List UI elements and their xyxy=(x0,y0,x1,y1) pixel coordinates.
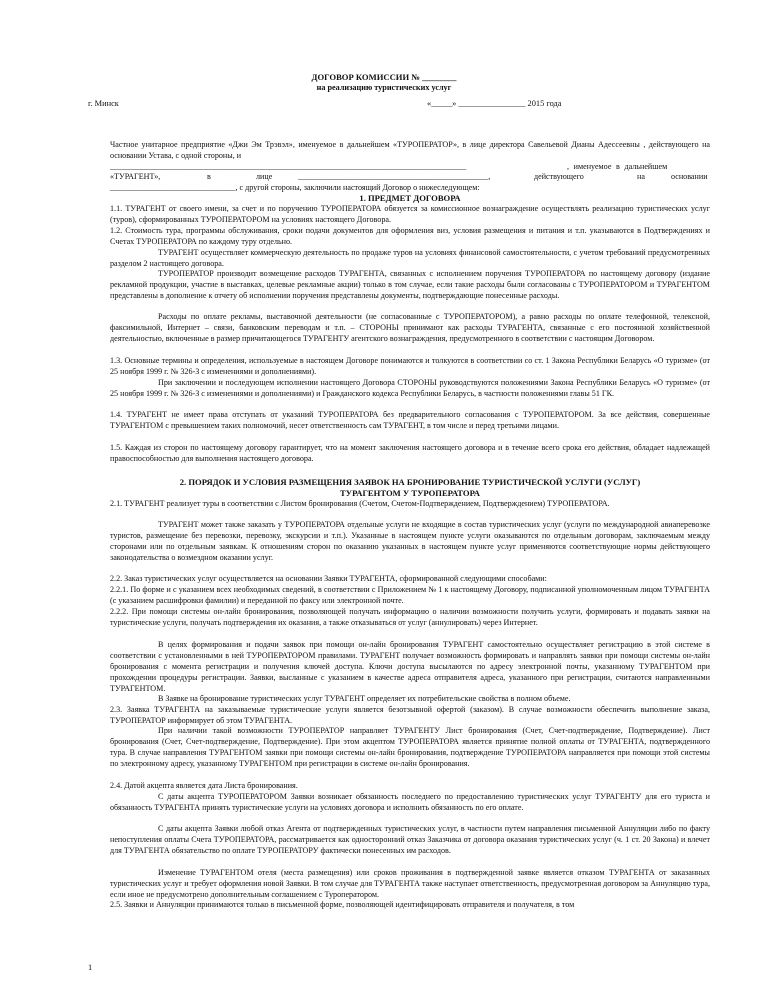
preamble-word: в xyxy=(207,172,211,181)
clause-1-3: 1.3. Основные термины и определения, используемые в настоящем Договоре понимаются и толкуются в соответствии со ст. 1 Закона Республики Беларусь «О туризме» (от 25 ноября 1999 г. № 326-З с изменениями и дополнениями). xyxy=(110,356,710,376)
clause-1-4: 1.4. ТУРАГЕНТ не имеет права отступать от указаний ТУРОПЕРАТОРА без предварительного согласования с ТУРОПЕРАТОРОМ. За все действия, совершенные ТУРАГЕНТОМ с превышением таких полномочий, несет ответственность сам ТУРАГЕНТ, в том числе и перед третьими лицами. xyxy=(110,410,710,430)
clause-2-2: 2.2. Заказ туристических услуг осуществляется на основании Заявки ТУРАГЕНТА, сформированной следующими способами: xyxy=(110,574,547,583)
page-number: 1 xyxy=(88,963,93,972)
preamble-blank-3: _______________________________, с другой стороны, заключили настоящий Договор о нижеследующем: xyxy=(110,183,480,192)
clause-1-2: 1.2. Стоимость тура, программы обслуживания, сроки подачи документов для оформления виз, условия размещения и питания и т.п. указываются в Подтверждениях и Счетах ТУРОПЕРАТОРА по каждому туру отдельно. xyxy=(110,226,710,246)
clause-2-4-c: Изменение ТУРАГЕНТОМ отеля (места размещения) или сроков проживания в подтвержденной заявке является отказом ТУРАГЕНТА от заказанных туристических услуг и требует оформления новой Заявки. В том случае для ТУРАГЕНТА также наступает ответственность, предусмотренная договором за Аннуляцию тура, если иное не предусмотрено дополнительным соглашением с Туроператором. xyxy=(110,868,710,899)
clause-1-2-c: Расходы по оплате рекламы, выставочной деятельности (не согласованные с ТУРОПЕРАТОРОМ), а равно расходы по оплате телефонной, телексной, факсимильной, Интернет – связи, банковским переводам и т.п. – СТОРОНЫ принимают как расходы ТУРАГЕНТА, связанные с его постоянной хозяйственной деятельностью, включенные в размер причитающегося ТУРАГЕНТУ агентского вознаграждения, предусмотренного в соответствии с настоящим Договором. xyxy=(110,312,710,343)
clause-2-2-2: 2.2.2. При помощи системы он-лайн бронирования, позволяющей получать информацию о наличии возможности получить услуги, формировать и подавать заявки на туристические услуги, получать подтверждения их оказания, а также отказываться от услуг (аннулировать) через Интернет. xyxy=(110,607,710,627)
clause-2-5: 2.5. Заявки и Аннуляции принимаются только в письменной форме, позволяющей идентифицировать отправителя и получателя, в том xyxy=(110,900,575,909)
preamble-blank-2: _______________________________________________, xyxy=(298,172,491,181)
clause-2-3: 2.3. Заявка ТУРАГЕНТА на заказываемые туристические услуги является безотзывной офертой (заказом). В случае возможности обеспечить выполнение заказа, ТУРОПЕРАТОР информирует об этом ТУРАГЕНТА. xyxy=(110,705,710,725)
contract-subtitle: на реализацию туристических услуг xyxy=(316,83,452,92)
preamble-paragraph: Частное унитарное предприятие «Джи Эм Трэвэл», именуемое в дальнейшем «ТУРОПЕРАТОР», в лице директора Савельевой Дианы Адессеевны , действующего на основании Устава, с одной стороны, и xyxy=(110,140,710,160)
preamble-word: «ТУРАГЕНТ», xyxy=(110,172,161,181)
clause-2-2-1: 2.2.1. По форме и с указанием всех необходимых сведений, в соответствии с Приложением № 1 к настоящему Договору, подписанной уполномоченным лицом ТУРАГЕНТА (с указанием расшифровки фамилии) и переданной по факсу или электронной почте. xyxy=(110,585,710,605)
preamble-blank-1: ________________________________________________________________________________________ xyxy=(110,162,467,171)
contract-title: ДОГОВОР КОМИССИИ № ________ xyxy=(311,72,457,82)
preamble-word: основании xyxy=(671,172,708,181)
clause-1-2-a: ТУРАГЕНТ осуществляет коммерческую деятельность по продаже туров на условиях финансовой самостоятельности, с учетом требований предусмотренных разделом 2 настоящего договора. xyxy=(110,248,710,268)
section-2-heading-line-2: ТУРАГЕНТОМ У ТУРОПЕРАТОРА xyxy=(340,488,480,498)
section-2-heading: 2. ПОРЯДОК И УСЛОВИЯ РАЗМЕЩЕНИЯ ЗАЯВОК НА БРОНИРОВАНИЕ ТУРИСТИЧЕСКОЙ УСЛУГИ (УСЛУГ) xyxy=(179,477,641,487)
preamble-word: на xyxy=(637,172,645,181)
clause-2-1: 2.1. ТУРАГЕНТ реализует туры в соответствии с Листом бронирования (Счетом, Счетом-Подтверждением, Подтверждением) ТУРОПЕРАТОРА. xyxy=(110,499,610,508)
section-1-heading: 1. ПРЕДМЕТ ДОГОВОРА xyxy=(359,193,461,203)
clause-2-3-a: При наличии такой возможности ТУРОПЕРАТОР направляет ТУРАГЕНТУ Лист бронирования (Счет, Счет-подтверждение, Подтверждение). Лист бронирования (Счет, Счет-подтверждение, Подтверждение). При этом акцептом ТУРОПЕРАТОРА является принятие полной оплаты от ТУРАГЕНТА, подтвержденного тура. В случае направления ТУРАГЕНТОМ заявки при помощи системы он-лайн бронирования, подтверждение ТУРОПЕРАТОРА направляется при помощи этой системы по электронному адресу, указанному ТУРАГЕНТОМ при регистрации в системе он-лайн бронирования. xyxy=(110,726,710,768)
clause-1-3-a: При заключении и последующем исполнении настоящего Договора СТОРОНЫ руководствуются положениями Закона Республики Беларусь «О туризме» (от 25 ноября 1999 г. № 326-З с изменениями и дополнениями) и Гражданского кодекса Республики Беларусь, в частности положениями главы 51 ГК. xyxy=(110,378,710,398)
clause-2-1-a: ТУРАГЕНТ может также заказать у ТУРОПЕРАТОРА отдельные услуги не входящие в состав туристических услуг (услуги по международной авиаперевозке туристов, размещение без перевозки, перевозку, экскурсии и т.п.). Указанные в настоящем пункте услуги оказываются по отдельным договорам, заключаемым между сторонами или по отдельным заявкам. К отношениям сторон по оказанию указанных в настоящем пункте услуг применяются соответствующие нормы действующего законодательства о возмездном оказании услуг. xyxy=(110,520,710,562)
clause-2-4-a: С даты акцепта ТУРОПЕРАТОРОМ Заявки возникает обязанность последнего по предоставлению туристических услуг ТУРАГЕНТУ для его туриста и обязанность ТУРАГЕНТА принять туристические услуги на условиях договора и исполнить обязанность по его оплате. xyxy=(110,792,710,812)
clause-1-5: 1.5. Каждая из сторон по настоящему договору гарантирует, что на момент заключения настоящего договора и в течение всего срока его действия, обладает надлежащей правоспособностью для выполнения настоящего договора. xyxy=(110,443,710,463)
preamble-word: действующего xyxy=(534,172,584,181)
clause-1-1: 1.1. ТУРАГЕНТ от своего имени, за счет и по поручению ТУРОПЕРАТОРА обязуется за комиссионное вознаграждение осуществлять реализацию туристических услуг (туров), сформированных ТУРОПЕРАТОРОМ на условиях настоящего Договора. xyxy=(110,204,710,224)
contract-city: г. Минск xyxy=(88,99,119,108)
clause-2-4: 2.4. Датой акцепта является дата Листа бронирования. xyxy=(110,781,298,790)
clause-2-2-2-a: В целях формирования и подачи заявок при помощи он-лайн бронирования ТУРАГЕНТ самостоятельно осуществляет регистрацию в этой системе в соответствии с установленными в ней ТУРОПЕРАТОРОМ правилами. ТУРАГЕНТ получает возможность формировать и направлять заявки при помощи системы он-лайн бронирования с момента регистрации и получения ключей доступа. Ключи доступа высылаются по адресу электронной почты, указанному ТУРАГЕНТОМ при прохождении процедуры регистрации. Заявки, высланные с указанием в качестве адреса отправителя адреса, указанного при регистрации, считаются направленными ТУРАГЕНТОМ. xyxy=(110,640,710,693)
contract-date: «_____» ________________ 2015 года xyxy=(427,99,562,108)
preamble-line2-text: , именуемое в дальнейшем xyxy=(567,162,668,171)
clause-2-4-b: С даты акцепта Заявки любой отказ Агента от подтвержденных туристических услуг, в частности путем направления письменной Аннуляции либо по факту непоступления оплаты Счета ТУРОПЕРАТОРА, рассматривается как односторонний отказ Заказчика от договора оказания туристических услуг (ч. 1 ст. 20 Закона) и влечет для ТУРАГЕНТА обязательство по оплате ТУРОПЕРАТОРУ фактически понесенных им расходов. xyxy=(110,824,710,855)
clause-2-2-2-b: В Заявке на бронирование туристических услуг ТУРАГЕНТ определяет их потребительские свойства в полном объеме. xyxy=(158,694,571,703)
clause-1-2-b: ТУРОПЕРАТОР производит возмещение расходов ТУРАГЕНТА, связанных с исполнением поручения ТУРОПЕРАТОРА по настоящему договору (издание рекламной продукции, участие в выставках, целевые рекламные акции) только в том случае, если такие расходы были согласованы с ТУРОПЕРАТОРОМ и ТУРАГЕНТОМ представлены в дополнение к отчету об исполнении поручения представлены документы, подтверждающие понесенные расходы. xyxy=(110,269,710,300)
preamble-word: лице xyxy=(256,172,273,181)
